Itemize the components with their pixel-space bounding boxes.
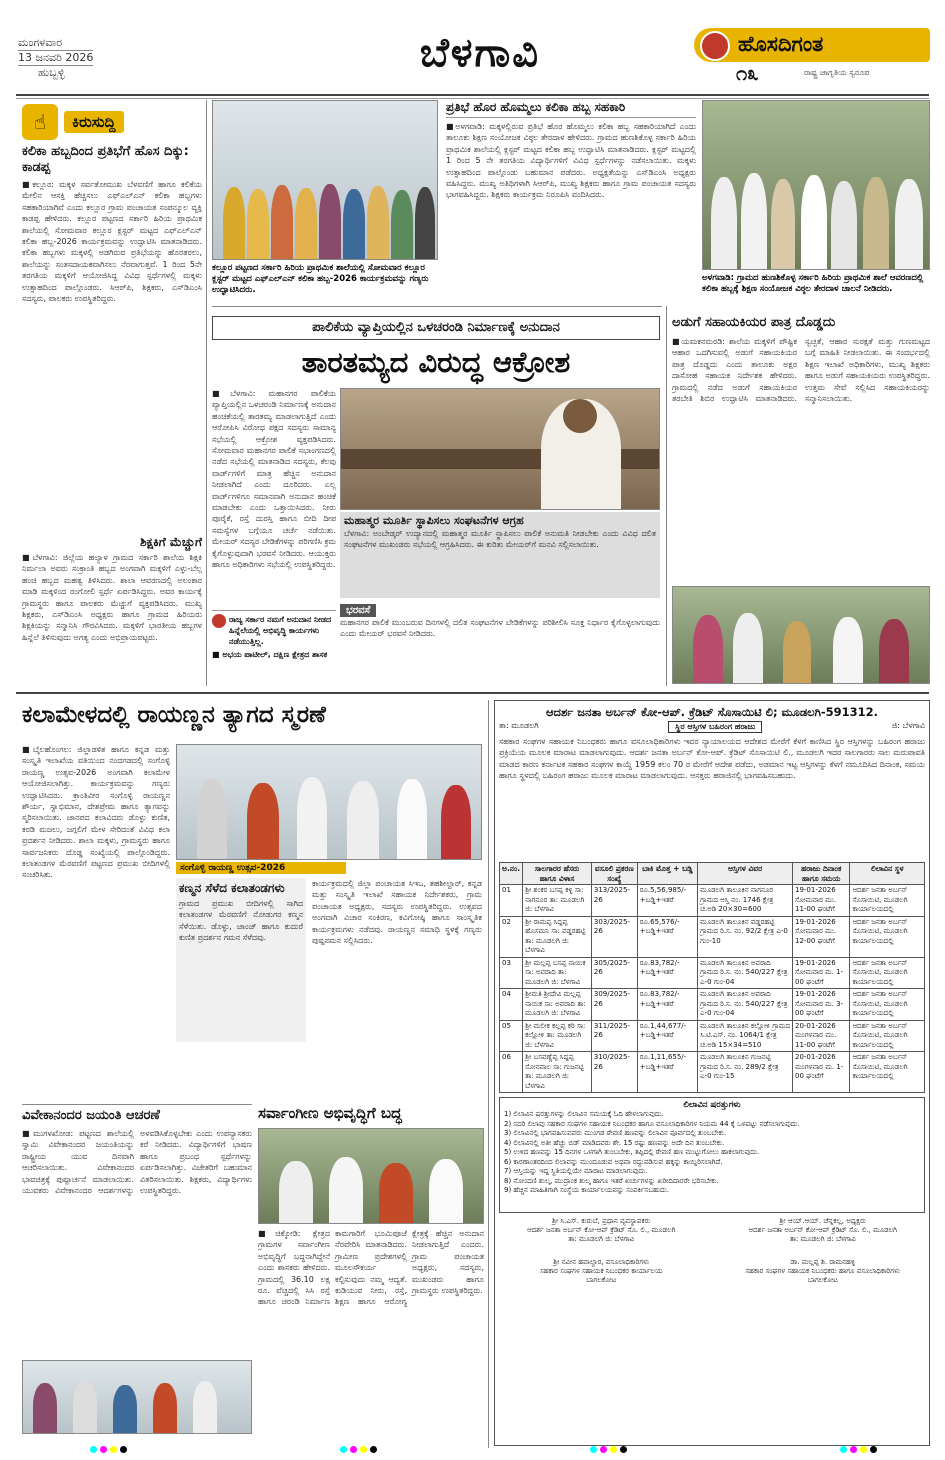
notice-cell-no: 01: [500, 885, 523, 917]
kalamela-body: ■ಬೈಲಹೊಂಗಲ: ಜಿಲ್ಲಾಡಳಿತ ಹಾಗೂ ಕನ್ನಡ ಮತ್ತು ಸಂಸ್ಕೃತಿ ಇಲಾಖೆಯ ವತಿಯಿಂದ ನಂದಗಡದಲ್ಲಿ ಸಂಗೊಳ್ಳಿ ರಾಯಣ್ಣ ಉತ್ಸವ-2026 ಅಂಗವಾಗಿ ಕಲಾಮೇಳ ಆಯೋಜಿಸಲಾಗಿತ್ತು. ಕಾರ್ಯಕ್ರಮವನ್ನು ಗಣ್ಯರು ಉದ್ಘಾಟಿಸಿದರು. ಕ್ರಾಂತಿವೀರ ಸಂಗೊಳ್ಳಿ ರಾಯಣ್ಣನ ಶೌರ್ಯ, ಸ್ವಾಭಿಮಾನ, ದೇಶಪ್ರೇಮ ಹಾಗೂ ತ್ಯಾಗವನ್ನು ಸ್ಮರಿಸಲಾಯಿತು. ಜಾನಪದ ಕಲಾವಿದರು ಡೊಳ್ಳು ಕುಣಿತ, ಕರಡಿ ಮಜಲು, ಜಗ್ಗಲಿಗೆ ಮೇಳ ಸೇರಿದಂತೆ ವಿವಿಧ ಕಲಾ ಪ್ರದರ್ಶನ ನೀಡಿದರು. ಶಾಲಾ ಮಕ್ಕಳು, ಗ್ರಾಮಸ್ಥರು ಹಾಗೂ ಸಾರ್ವಜನಿಕರು ದೊಡ್ಡ ಸಂಖ್ಯೆಯಲ್ಲಿ ಪಾಲ್ಗೊಂಡಿದ್ದರು. ಕಲಾತಂಡಗಳ ಮೆರವಣಿಗೆ ಪಟ್ಟಣದ ಪ್ರಮುಖ ಬೀದಿಗಳಲ್ಲಿ ಸಂಚರಿಸಿತು.: [22, 745, 170, 880]
notice-table-header: [500, 863, 925, 885]
notice-cell-property: ಮೂಡಲಗಿ ತಾಲೂಕಿನ ಅವರಾದಿ ಗ್ರಾಮದ ರಿ.ಸ. ನಂ. 540/227 ಕ್ಷೇತ್ರ ಎ-0 ಗುಂ-04: [698, 989, 793, 1021]
notice-signatures: [499, 1217, 925, 1244]
right-story-body: ■ಯಮಕನಮರಡಿ: ಶಾಲೆಯ ಮಕ್ಕಳಿಗೆ ಪೌಷ್ಟಿಕ ಆಹಾರ ಒದಗಿಸುವಲ್ಲಿ ಅಡುಗೆ ಸಹಾಯಕಿಯರ ಪಾತ್ರ ದೊಡ್ಡದು ಎಂದು ತಾಲೂಕು ಅಕ್ಷರ ದಾಸೋಹ ಸಹಾಯಕ ನಿರ್ದೇಶಕ ಹೇಳಿದರು. ಗ್ರಾಮದಲ್ಲಿ ನಡೆದ ಅಡುಗೆ ಸಹಾಯಕಿಯರ ತರಬೇತಿ ಶಿಬಿರ ಉದ್ಘಾಟಿಸಿ ಮಾತನಾಡಿದರು. ಸ್ವಚ್ಛತೆ, ಆಹಾರ ಸುರಕ್ಷತೆ ಮತ್ತು ಗುಣಮಟ್ಟದ ಬಗ್ಗೆ ಮಾಹಿತಿ ನೀಡಲಾಯಿತು. ಈ ಸಂದರ್ಭದಲ್ಲಿ ಶಿಕ್ಷಣ ಇಲಾಖೆ ಅಧಿಕಾರಿಗಳು, ಮುಖ್ಯ ಶಿಕ್ಷಕರು ಹಾಗೂ ಅಡುಗೆ ಸಹಾಯಕಿಯರು ಉಪಸ್ಥಿತರಿದ್ದರು. ಉತ್ತಮ ಸೇವೆ ಸಲ್ಲಿಸಿದ ಸಹಾಯಕಿಯರನ್ನು ಸನ್ಮಾನಿಸಲಾಯಿತು.: [672, 337, 930, 404]
notice-cell-property: ಮೂಡಲಗಿ ತಾಲೂಕಿನ ಗುಜನಟ್ಟಿ ಗ್ರಾಮದ ರಿ.ಸ. ನಂ. 289/2 ಕ್ಷೇತ್ರ ಎ-0 ಗುಂ-15: [698, 1052, 793, 1093]
lead-sub-headline: ಮಹಾತ್ಮರ ಮೂರ್ತಿ ಸ್ಥಾಪಿಸಲು ಸಂಘಟನೆಗಳ ಆಗ್ರಹ: [344, 514, 524, 527]
notice-cell-date: 20-01-2026 ಮಂಗಳವಾರ ಮು. 11-00 ಘಂಟೆಗೆ: [793, 1020, 850, 1052]
notice-cell-property: ಮೂಡಲಗಿ ತಾಲೂಕಿನ ವಡ್ಡರಹಟ್ಟಿ ಗ್ರಾಮದ ರಿ.ಸ. ನಂ. 92/2 ಕ್ಷೇತ್ರ ಎ-0 ಗುಂ-10: [698, 916, 793, 957]
table-row: [500, 1020, 925, 1052]
vivekananda-body: ■ಮುಗಳಖೋಡ: ಪಟ್ಟಣದ ಶಾಲೆಯಲ್ಲಿ ಸ್ವಾಮಿ ವಿವೇಕಾನಂದರ ಜಯಂತಿಯನ್ನು ರಾಷ್ಟ್ರೀಯ ಯುವ ದಿನವಾಗಿ ಆಚರಿಸಲಾಯಿತು. ವಿವೇಕಾನಂದರ ಭಾವಚಿತ್ರಕ್ಕೆ ಪುಷ್ಪಾರ್ಚನೆ ಮಾಡಲಾಯಿತು. ಯುವಕರು ವಿವೇಕಾನಂದರ ಆದರ್ಶಗಳನ್ನು ಅಳವಡಿಸಿಕೊಳ್ಳಬೇಕು ಎಂದು ಉಪನ್ಯಾಸಕರು ಕರೆ ನೀಡಿದರು. ವಿದ್ಯಾರ್ಥಿಗಳಿಗೆ ಭಾಷಣ ಹಾಗೂ ಪ್ರಬಂಧ ಸ್ಪರ್ಧೆಗಳನ್ನು ಏರ್ಪಡಿಸಲಾಗಿತ್ತು. ವಿಜೇತರಿಗೆ ಬಹುಮಾನ ವಿತರಿಸಲಾಯಿತು. ಶಿಕ್ಷಕರು, ವಿದ್ಯಾರ್ಥಿಗಳು ಉಪಸ್ಥಿತರಿದ್ದರು.: [22, 1129, 252, 1196]
page-title: ಬೆಳಗಾವಿ: [419, 30, 541, 76]
story-top-headline: ಪ್ರತಿಭೆ ಹೊರ ಹೊಮ್ಮಲು ಕಲಿಕಾ ಹಬ್ಬ ಸಹಕಾರಿ: [446, 100, 696, 118]
section-rule: [212, 306, 662, 307]
logo-tagline: ರಾಷ್ಟ್ರ ಜಾಗೃತಿಯ ಸ್ವರೂಪ: [804, 68, 870, 77]
notice-cell-case: 303/2025-26: [591, 916, 637, 957]
notice-cell-case: 311/2025-26: [591, 1020, 637, 1052]
header-date-block: [18, 36, 93, 80]
header-city: ಹುಬ್ಬಳ್ಳಿ: [38, 66, 65, 79]
notice-cell-date: 19-01-2026 ಸೋಮವಾರ ಮು. 12-00 ಘಂಟೆಗೆ: [793, 916, 850, 957]
notice-cell-property: ಮೂಡಲಗಿ ತಾಲೂಕಿನ ನಾಗನೂರ ಗ್ರಾಮದ ಆಸ್ತಿ ನಂ. 1746 ಕ್ಷೇತ್ರ ಚ.ಅಡಿ 20×30=600: [698, 885, 793, 917]
notice-cell-amount: ರೂ.65,576/- +ಬಡ್ಡಿ+ಇತರೆ: [637, 916, 697, 957]
notice-cell-no: 02: [500, 916, 523, 957]
notice-header-cell: ವಸೂಲಿ ಪ್ರಕರಣ ಸಂಖ್ಯೆ: [591, 863, 637, 885]
kalamela-headline: ಕಲಾಮೇಳದಲ್ಲಿ ರಾಯಣ್ಣನ ತ್ಯಾಗದ ಸ್ಮರಣೆ: [22, 702, 326, 728]
notice-condition: 7) ಆಸ್ತಿಯನ್ನು ಇದ್ದ ಸ್ಥಿತಿಯಲ್ಲಿಯೇ ಮಾರಾಟ ಮಾಡಲಾಗುವುದು.: [504, 1167, 648, 1175]
logo-text: ಹೊಸದಿಗಂತ: [738, 32, 824, 56]
notice-cell-place: ಆದರ್ಶ ಜನತಾ ಅರ್ಬನ್ ಸೊಸಾಯಿಟಿ, ಮೂಡಲಗಿ ಕಾರ್ಯಾಲಯದಲ್ಲಿ: [850, 989, 925, 1021]
notice-condition: 5) ಉಳಿದ ಹಣವನ್ನು 15 ದಿನಗಳ ಒಳಗಾಗಿ ತುಂಬಬೇಕು, ತಪ್ಪಿದಲ್ಲಿ ಠೇವಣಿ ಹಣ ಮುಟ್ಟುಗೋಲು ಹಾಕಲಾಗುವುದು.: [504, 1148, 760, 1156]
notice-cell-no: 03: [500, 957, 523, 989]
notice-table: [499, 862, 925, 1093]
notice-cell-date: 19-01-2026 ಸೋಮವಾರ ಮ. 1-00 ಘಂಟೆಗೆ: [793, 957, 850, 989]
notice-cell-name: ಶ್ರೀ ಬಸವಣ್ಣೆಪ್ಪ ಸಿದ್ದಪ್ಪ ಸೋನವಾಲ ಸಾ: ಗುಜನಟ್ಟಿ ತಾ: ಮೂಡಲಗಿ ಜಿ: ಬೆಳಗಾವಿ: [523, 1052, 592, 1093]
notice-cell-amount: ರೂ.1,44,677/- +ಬಡ್ಡಿ+ಇತರೆ: [637, 1020, 697, 1052]
notice-cell-date: 19-01-2026 ಸೋಮವಾರ ಮ. 3-00 ಘಂಟೆಗೆ: [793, 989, 850, 1021]
signature-3: ಶ್ರೀ ನವೀನ ಹವಾಲ್ದಾರ, ವಸೂಲಾಧಿಕಾರಿಗಳು ಸಹಕಾರ ಸಂಘಗಳ ಸಹಾಯಕ ನಿಬಂಧಕರ ಕಾರ್ಯಾಲಯ ಬಾಗಲಕೋಟ: [539, 1258, 663, 1284]
sarvangina-photo: [258, 1128, 484, 1224]
header-rule-thin: [16, 98, 929, 99]
kirusuddi-body-1: ■ಕಲ್ಲೂರ: ಮಕ್ಕಳ ಸರ್ವತೋಮುಖ ಬೆಳವಣಿಗೆ ಹಾಗೂ ಕಲಿಕೆಯ ಮೇಲಿನ ಆಸಕ್ತಿ ಹೆಚ್ಚಿಸಲು ಎಫ್‌ಎಲ್‌ಎನ್ ಕಲಿಕಾ ಹಬ್ಬಗಳು ಸಹಕಾರಿಯಾಗಿವೆ ಎಂದು ಕಲ್ಲೂರ ಗ್ರಾಮ ಪಂಚಾಯತ ಸಂಪನ್ಮೂಲ ವ್ಯಕ್ತಿ ಕಾಡಪ್ಪ ಹೇಳಿದರು. ಕಲ್ಲೂರ ಪಟ್ಟಣದ ಸರ್ಕಾರಿ ಹಿರಿಯ ಪ್ರಾಥಮಿಕ ಶಾಲೆಯಲ್ಲಿ ಸೋಮವಾರ ಕಲ್ಲೂರ ಕ್ಲಸ್ಟರ್ ಮಟ್ಟದ ಎಫ್‌ಎಲ್‌ಎನ್ ಕಲಿಕಾ ಹಬ್ಬ-2026 ಕಾರ್ಯಕ್ರಮವನ್ನು ಉದ್ಘಾಟಿಸಿ ಮಾತನಾಡಿದರು. ಕಲಿಕಾ ಹಬ್ಬಗಳು ಮಕ್ಕಳಲ್ಲಿ ಅಡಗಿರುವ ಪ್ರತಿಭೆಯನ್ನು ಹೊರತರಲು, ಶಾಲೆಯನ್ನು ಸಂತಸದಾಯಕವಾಗಿಸಲು ನೆರವಾಗುತ್ತವೆ. 1 ರಿಂದ 5ನೇ ತರಗತಿಯ ಮಕ್ಕಳಿಗೆ ಆಯೋಜಿಸಿದ್ದ ವಿವಿಧ ಸ್ಪರ್ಧೆಗಳಲ್ಲಿ ಮಕ್ಕಳು ಉತ್ಸಾಹದಿಂದ ಪಾಲ್ಗೊಂಡರು. ಸಿಆರ್‌ಪಿ, ಶಿಕ್ಷಕರು, ಎಸ್‌ಡಿಎಂಸಿ ಸದಸ್ಯರು, ಪಾಲಕರು ಉಪಸ್ಥಿತರಿದ್ದರು.: [22, 180, 202, 304]
notice-header-cell: ಲಿಲಾವಿನ ಸ್ಥಳ: [850, 863, 925, 885]
notice-condition: 8) ನೋಂದಣಿ ಶುಲ್ಕ, ಮುದ್ರಾಂಕ ಶುಲ್ಕ ಹಾಗೂ ಇತರೆ ಖರ್ಚುಗಳನ್ನು ಖರೀದಿದಾರರೇ ಭರಿಸಬೇಕು.: [504, 1176, 719, 1185]
signature-2: ಶ್ರೀ ಆಯ್.ಆಯ್. ಚೆನ್ನಕಲ್ಲ, ಅಧ್ಯಕ್ಷರು ಆದರ್ಶ ಜನತಾ ಅರ್ಬನ್ ಕೋ-ಆಪ್ ಕ್ರೆಡಿಟ್ ಸೊ. ಲಿ., ಮೂಡಲಗಿ ತಾ: ಮೂಡಲಗಿ ಜಿ: ಬೆಳಗಾವಿ: [748, 1217, 897, 1243]
notice-title: ಆದರ್ಶ ಜನತಾ ಅರ್ಬನ್ ಕೋ-ಆಪ್. ಕ್ರೆಡಿಟ್ ಸೊಸಾಯಿಟಿ ಲಿ; ಮೂಡಲಗಿ-591312.: [545, 705, 879, 719]
page-number: ೧೩: [736, 61, 759, 85]
kalamela-box: [176, 878, 306, 1042]
notice-condition: 2) ಸದರಿ ಲಿಲಾವು ಸಹಕಾರ ಸಂಘಗಳ ಸಹಾಯಕ ನಿಬಂಧಕರ ಹಾಗೂ ವಸೂಲಾಧಿಕಾರಿಗಳ ನಿಯಮ 44 ಕ್ಕೆ ಒಳಪಟ್ಟು ನಡೆಸಲಾಗುವುದು.: [504, 1119, 800, 1128]
story-top-body: ■ಅಳಗವಾಡಿ: ಮಕ್ಕಳಲ್ಲಿರುವ ಪ್ರತಿಭೆ ಹೊರ ಹೊಮ್ಮಲು ಕಲಿಕಾ ಹಬ್ಬ ಸಹಕಾರಿಯಾಗಿದೆ ಎಂದು ತಾಲೂಕು ಶಿಕ್ಷಣ ಸಂಯೋಜಕ ವಿಠ್ಠಲ ತೇರದಾಳ ಹೇಳಿದರು. ಗ್ರಾಮದ ಹುಣಶಿಕೊಳ್ಳ ಸರ್ಕಾರಿ ಹಿರಿಯ ಪ್ರಾಥಮಿಕ ಶಾಲೆಯಲ್ಲಿ ಕ್ಲಸ್ಟರ್ ಮಟ್ಟದ ಕಲಿಕಾ ಹಬ್ಬ ಉದ್ಘಾಟಿಸಿ ಮಾತನಾಡಿದರು. ಕ್ಲಸ್ಟರ್ ಮಟ್ಟದಲ್ಲಿ 1 ರಿಂದ 5 ನೇ ತರಗತಿಯ ವಿದ್ಯಾರ್ಥಿಗಳಿಗೆ ವಿವಿಧ ಸ್ಪರ್ಧೆಗಳನ್ನು ನಡೆಸಲಾಯಿತು. ಮಕ್ಕಳು ಉತ್ಸಾಹದಿಂದ ಪಾಲ್ಗೊಂಡು ಬಹುಮಾನ ಪಡೆದರು. ಅಧ್ಯಕ್ಷತೆಯನ್ನು ಎಸ್‌ಡಿಎಂಸಿ ಅಧ್ಯಕ್ಷರು ವಹಿಸಿದ್ದರು. ಮುಖ್ಯ ಅತಿಥಿಗಳಾಗಿ ಸಿಆರ್‌ಪಿ, ಮುಖ್ಯ ಶಿಕ್ಷಕರು ಹಾಗೂ ಗ್ರಾಮ ಪಂಚಾಯತ ಸದಸ್ಯರು ಭಾಗವಹಿಸಿದ್ದರು. ಶಿಕ್ಷಕರು ಕಾರ್ಯಕ್ರಮ ನಿರೂಪಿಸಿ ವಂದಿಸಿದರು.: [446, 122, 696, 200]
lead-quote-text: ರಾಜ್ಯ ಸರ್ಕಾರ ನಮಗೆ ಅನುದಾನ ನೀಡದ ಹಿನ್ನೆಲೆಯಲ್ಲಿ ಅಭಿವೃದ್ಧಿ ಕಾರ್ಯಗಳು ನಡೆಯುತ್ತಿಲ್ಲ.: [229, 615, 332, 646]
notice-header-cell: ಬಾಕಿ ಮೊತ್ತ + ಬಡ್ಡಿ: [637, 863, 697, 885]
kalika-habba-photo-right: [702, 100, 930, 270]
notice-district: ಜಿ: ಬೆಳಗಾವಿ: [891, 721, 925, 730]
lead-photo: [340, 388, 660, 510]
notice-cell-place: ಆದರ್ಶ ಜನತಾ ಅರ್ಬನ್ ಸೊಸಾಯಿಟಿ, ಮೂಡಲಗಿ ಕಾರ್ಯಾಲಯದಲ್ಲಿ: [850, 957, 925, 989]
notice-cell-name: ಶ್ರೀ ಶಂಕರ ಬಸಪ್ಪ ಕಳ್ಳಿ ಸಾ: ನಾಗನೂರ ತಾ: ಮೂಡಲಗಿ ಜಿ: ಬೆಳಗಾವಿ: [523, 885, 592, 917]
notice-cell-date: 19-01-2026 ಸೋಮವಾರ ಮು. 11-00 ಘಂಟೆಗೆ: [793, 885, 850, 917]
notice-condition: 1) ಲಿಲಾವಿನ ಷರತ್ತುಗಳನ್ನು ಲಿಲಾವಿನ ಸಮಯಕ್ಕೆ ಓದಿ ಹೇಳಲಾಗುವುದು.: [504, 1110, 664, 1118]
column-divider-3: [488, 700, 489, 1448]
notice-subtitle: ಸ್ಥಿರ ಆಸ್ತಿಗಳ ಬಹಿರಂಗ ಹರಾಜು: [668, 721, 762, 733]
table-row: [500, 989, 925, 1021]
notice-header-cell: ಆಸ್ತಿಗಳ ವಿವರ: [698, 863, 793, 885]
kirusuddi-body-2: ■ಬೆಳಗಾವಿ: ಜಿಲ್ಲೆಯ ಹಲ್ಯಾಳ ಗ್ರಾಮದ ಸರ್ಕಾರಿ ಶಾಲೆಯ ಶಿಕ್ಷಕಿ ನಿರ್ಮಲಾ ಅವರು ಸಂಕ್ರಾಂತಿ ಹಬ್ಬದ ಅಂಗವಾಗಿ ಮಕ್ಕಳಿಗೆ ಎಳ್ಳು-ಬೆಲ್ಲ ಹಂಚಿ ಹಬ್ಬದ ಮಹತ್ವ ತಿಳಿಸಿದರು. ಶಾಲಾ ಆವರಣದಲ್ಲಿ ಅಲಂಕಾರ ಮಾಡಿ ಮಕ್ಕಳಿಂದ ರಂಗೋಲಿ ಸ್ಪರ್ಧೆ ಏರ್ಪಡಿಸಿದ್ದರು. ಅವರ ಕಾರ್ಯಕ್ಕೆ ಗ್ರಾಮಸ್ಥರು ಹಾಗೂ ಪಾಲಕರು ಮೆಚ್ಚುಗೆ ವ್ಯಕ್ತಪಡಿಸಿದರು. ಮುಖ್ಯ ಶಿಕ್ಷಕರು, ಎಸ್‌ಡಿಎಂಸಿ ಅಧ್ಯಕ್ಷರು ಹಾಗೂ ಗ್ರಾಮದ ಹಿರಿಯರು ಶಿಕ್ಷಕಿಯನ್ನು ಸನ್ಮಾನಿಸಿ ಗೌರವಿಸಿದರು. ಮಕ್ಕಳಿಗೆ ಭಾರತೀಯ ಹಬ್ಬಗಳ ಹಿನ್ನೆಲೆ ತಿಳಿಸುವುದು ಅಗತ್ಯ ಎಂದು ಅಭಿಪ್ರಾಯಪಟ್ಟರು.: [22, 553, 202, 642]
notice-cell-name: ಶ್ರೀ ಮಲೀಕ ಕಲ್ಲಪ್ಪ ಕರಿ ಸಾ: ಕಲ್ಲೋಳಿ ತಾ: ಮೂಡಲಗಿ ಜಿ: ಬೆಳಗಾವಿ: [523, 1020, 592, 1052]
table-row: [500, 957, 925, 989]
kalamela-body-2: ಕಾರ್ಯಕ್ರಮದಲ್ಲಿ ಜಿಲ್ಲಾ ಪಂಚಾಯತ ಸಿಇಒ, ತಹಶೀಲ್ದಾರ್, ಕನ್ನಡ ಮತ್ತು ಸಂಸ್ಕೃತಿ ಇಲಾಖೆ ಸಹಾಯಕ ನಿರ್ದೇಶಕರು, ಗ್ರಾಮ ಪಂಚಾಯತ ಅಧ್ಯಕ್ಷರು, ಸದಸ್ಯರು ಉಪಸ್ಥಿತರಿದ್ದರು. ಉತ್ಸವದ ಅಂಗವಾಗಿ ವಿಚಾರ ಸಂಕಿರಣ, ಕವಿಗೋಷ್ಠಿ ಹಾಗೂ ಸಾಂಸ್ಕೃತಿಕ ಕಾರ್ಯಕ್ರಮಗಳು ನಡೆದವು. ರಾಯಣ್ಣನ ಸಮಾಧಿ ಸ್ಥಳಕ್ಕೆ ಗಣ್ಯರು ಪುಷ್ಪನಮನ ಸಲ್ಲಿಸಿದರು.: [312, 879, 482, 946]
notice-cell-property: ಮೂಡಲಗಿ ತಾಲೂಕಿನ ಕಲ್ಲೋಳಿ ಗ್ರಾಮದ ಸಿ.ಟಿ.ಎಸ್. ನಂ. 1064/1 ಕ್ಷೇತ್ರ ಚ.ಅಡಿ 15×34=510: [698, 1020, 793, 1052]
registration-marks-3: [590, 1446, 627, 1453]
notice-conditions-title: ಲಿಲಾವಿನ ಷರತ್ತುಗಳು: [683, 1100, 741, 1110]
kirusuddi-headline-2: ಶಿಕ್ಷಕಿಗೆ ಮೆಚ್ಚುಗೆ: [140, 535, 202, 549]
kalamela-photo: [176, 744, 482, 860]
mid-rule: [16, 692, 929, 694]
lead-quote-by: ■ ಅಭಯ ಪಾಟೀಲ್, ದಕ್ಷಿಣ ಕ್ಷೇತ್ರದ ಶಾಸಕ: [212, 650, 328, 659]
notice-cell-name: ಶ್ರೀ ರಾಮಪ್ಪ ಸಿದ್ದಪ್ಪ ಹೊಸಮನಿ ಸಾ: ವಡ್ಡರಹಟ್ಟಿ ತಾ: ಮೂಡಲಗಿ ಜಿ: ಬೆಳಗಾವಿ: [523, 916, 592, 957]
notice-cell-amount: ರೂ.83,782/- +ಬಡ್ಡಿ+ಇತರೆ: [637, 957, 697, 989]
notice-cell-place: ಆದರ್ಶ ಜನತಾ ಅರ್ಬನ್ ಸೊಸಾಯಿಟಿ, ಮೂಡಲಗಿ ಕಾರ್ಯಾಲಯದಲ್ಲಿ: [850, 916, 925, 957]
notice-condition: 4) ಲಿಲಾವಿನಲ್ಲಿ ಅತೀ ಹೆಚ್ಚು ಬಿಡ್ ಮಾಡಿದವರು ಶೇ. 15 ರಷ್ಟು ಹಣವನ್ನು ಅದೇ ದಿನ ತುಂಬಬೇಕು.: [504, 1138, 725, 1147]
kalamela-box-title: ಕಣ್ಮನ ಸೆಳೆದ ಕಲಾತಂಡಗಳು: [179, 881, 285, 895]
header-day: ಮಂಗಳವಾರ: [18, 36, 93, 51]
lead-kicker: ಪಾಲಿಕೆಯ ವ್ಯಾಪ್ತಿಯಲ್ಲಿನ ಒಳಚರಂಡಿ ನಿರ್ಮಾಣಕ್ಕೆ ಅನುದಾನ: [212, 316, 660, 340]
notice-cell-no: 06: [500, 1052, 523, 1093]
bharavase-box: [340, 598, 660, 684]
notice-cell-case: 313/2025-26: [591, 885, 637, 917]
vivekananda-headline: ವಿವೇಕಾನಂದರ ಜಯಂತಿ ಆಚರಣೆ: [22, 1104, 252, 1124]
table-row: [500, 916, 925, 957]
notice-cell-place: ಆದರ್ಶ ಜನತಾ ಅರ್ಬನ್ ಸೊಸಾಯಿಟಿ, ಮೂಡಲಗಿ ಕಾರ್ಯಾಲಯದಲ್ಲಿ: [850, 1052, 925, 1093]
notice-header-cell: ಸಾಲಗಾರರ ಹೆಸರು ಹಾಗೂ ವಿಳಾಸ: [523, 863, 592, 885]
header-date: 13 ಜನವರಿ 2026: [18, 51, 94, 64]
logo-emblem-icon: [700, 31, 730, 61]
kalika-habba-photo-left: [212, 100, 438, 260]
notice-header-cell: ಹರಾಜು ದಿನಾಂಕ ಹಾಗೂ ಸಮಯ: [793, 863, 850, 885]
auction-notice: [494, 700, 930, 1446]
notice-conditions: [499, 1097, 925, 1213]
notice-cell-amount: ರೂ.1,11,655/- +ಬಡ್ಡಿ+ಇತರೆ: [637, 1052, 697, 1093]
story-top: [446, 100, 696, 300]
bharavase-label: ಭರವಸೆ: [340, 604, 376, 617]
notice-condition: 3) ಲಿಲಾವಿನಲ್ಲಿ ಭಾಗವಹಿಸುವವರು ಮುಂಗಡ ಠೇವಣಿ ಹಣವನ್ನು ಲಿಲಾವಿನ ಪೂರ್ವದಲ್ಲಿ ತುಂಬಬೇಕು.: [504, 1129, 727, 1137]
right-story-headline: ಅಡುಗೆ ಸಹಾಯಕಿಯರ ಪಾತ್ರ ದೊಡ್ಡದು: [672, 315, 836, 330]
notice-cell-no: 04: [500, 989, 523, 1021]
kirusuddi-headline-1: ಕಲಿಕಾ ಹಬ್ಬದಿಂದ ಪ್ರತಿಭೆಗೆ ಹೊಸ ದಿಕ್ಕು: ಕಾಡಪ್ಪ: [22, 144, 189, 175]
notice-cell-no: 05: [500, 1020, 523, 1052]
column-divider-2: [666, 306, 667, 686]
bharavase-body: ಮಹಾನಗರ ಪಾಲಿಕೆ ಮುಂಬರುವ ದಿನಗಳಲ್ಲಿ ದಲಿತ ಸಂಘಟನೆಗಳ ಬೇಡಿಕೆಗಳನ್ನು ಪರಿಶೀಲಿಸಿ ಸೂಕ್ತ ನಿರ್ಧಾರ ಕೈಗೊಳ್ಳಲಾಗುವುದು ಎಂದು ಮೇಯರ್ ಭರವಸೆ ನೀಡಿದರು.: [340, 618, 660, 639]
quote-icon: [212, 614, 226, 628]
notice-cell-date: 20-01-2026 ಮಂಗಳವಾರ ಮ. 1-00 ಘಂಟೆಗೆ: [793, 1052, 850, 1093]
lead-headline: ತಾರತಮ್ಯದ ವಿರುದ್ಧ ಆಕ್ರೋಶ: [301, 345, 571, 379]
kirusuddi-label: ಕಿರುಸುದ್ದಿ: [64, 111, 124, 133]
kalamela-photo-label: ಸಂಗೊಳ್ಳಿ ರಾಯಣ್ಣ ಉತ್ಸವ-2026: [176, 862, 346, 874]
notice-cell-place: ಆದರ್ಶ ಜನತಾ ಅರ್ಬನ್ ಸೊಸಾಯಿಟಿ, ಮೂಡಲಗಿ ಕಾರ್ಯಾಲಯದಲ್ಲಿ: [850, 1020, 925, 1052]
notice-location-row: [499, 721, 925, 733]
lead-body: ■ಬೆಳಗಾವಿ: ಮಹಾನಗರ ಪಾಲಿಕೆಯ ವ್ಯಾಪ್ತಿಯಲ್ಲಿನ ಒಳಚರಂಡಿ ನಿರ್ಮಾಣಕ್ಕೆ ಅನುದಾನ ಹಂಚಿಕೆಯಲ್ಲಿ ತಾರತಮ್ಯ ಮಾಡಲಾಗುತ್ತಿದೆ ಎಂದು ಆರೋಪಿಸಿ ವಿರೋಧ ಪಕ್ಷದ ಸದಸ್ಯರು ಸಾಮಾನ್ಯ ಸಭೆಯಲ್ಲಿ ಆಕ್ರೋಶ ವ್ಯಕ್ತಪಡಿಸಿದರು. ಸೋಮವಾರ ಮಹಾನಗರ ಪಾಲಿಕೆ ಸಭಾಂಗಣದಲ್ಲಿ ನಡೆದ ಸಭೆಯಲ್ಲಿ ಮಾತನಾಡಿದ ಸದಸ್ಯರು, ಕೆಲವು ವಾರ್ಡ್‌ಗಳಿಗೆ ಮಾತ್ರ ಹೆಚ್ಚಿನ ಅನುದಾನ ನೀಡಲಾಗಿದೆ ಎಂದು ದೂರಿದರು. ಎಲ್ಲ ವಾರ್ಡ್‌ಗಳಿಗೂ ಸಮಾನವಾಗಿ ಅನುದಾನ ಹಂಚಿಕೆ ಮಾಡಬೇಕು ಎಂದು ಒತ್ತಾಯಿಸಿದರು. ನೀರು ಪೂರೈಕೆ, ರಸ್ತೆ ದುರಸ್ತಿ ಹಾಗೂ ಬೀದಿ ದೀಪ ಸಮಸ್ಯೆಗಳ ಬಗ್ಗೆಯೂ ಚರ್ಚೆ ನಡೆಯಿತು. ಮೇಯರ್ ಸದಸ್ಯರ ಬೇಡಿಕೆಗಳನ್ನು ಪರಿಗಣಿಸಿ ಕ್ರಮ ಕೈಗೊಳ್ಳುವುದಾಗಿ ಭರವಸೆ ನೀಡಿದರು. ಆಯುಕ್ತರು ಹಾಗೂ ಅಧಿಕಾರಿಗಳು ಸಭೆಯಲ್ಲಿ ಉಪಸ್ಥಿತರಿದ್ದರು.: [212, 389, 336, 570]
notice-cell-name: ಶ್ರೀ ಮಲ್ಲಪ್ಪ ಬಸಪ್ಪ ನಾಯಿಕ ಸಾ: ಅವರಾದಿ ತಾ: ಮೂಡಲಗಿ ಜಿ: ಬೆಳಗಾವಿ: [523, 957, 592, 989]
notice-header-cell: ಅ.ನಂ.: [500, 863, 523, 885]
notice-condition: 6) ಕಾರಣಾಂತರದಿಂದ ಲಿಲಾವನ್ನು ಮುಂದೂಡುವ ಅಥವಾ ರದ್ದುಪಡಿಸುವ ಹಕ್ಕನ್ನು ಕಾಯ್ದಿರಿಸಲಾಗಿದೆ.: [504, 1157, 723, 1166]
notice-cell-case: 305/2025-26: [591, 957, 637, 989]
sarvangina-body: ■ಚಿಕ್ಕೋಡಿ: ಕ್ಷೇತ್ರದ ಗ್ರಾಮಗಳ ಸರ್ವಾಂಗೀಣ ಅಭಿವೃದ್ಧಿಗೆ ಬದ್ಧನಾಗಿದ್ದೇನೆ ಎಂದು ಶಾಸಕರು ಹೇಳಿದರು. ಗ್ರಾಮದಲ್ಲಿ 36.10 ಲಕ್ಷ ರೂ. ವೆಚ್ಚದಲ್ಲಿ ಸಿಸಿ ರಸ್ತೆ ಹಾಗೂ ಚರಂಡಿ ನಿರ್ಮಾಣ ಕಾಮಗಾರಿಗೆ ಭೂಮಿಪೂಜೆ ನೆರವೇರಿಸಿ ಮಾತನಾಡಿದರು. ಗ್ರಾಮೀಣ ಪ್ರದೇಶಗಳಲ್ಲಿ ಮೂಲಸೌಕರ್ಯ ಕಲ್ಪಿಸುವುದು ನಮ್ಮ ಆದ್ಯತೆ. ಕುಡಿಯುವ ನೀರು, ರಸ್ತೆ, ಶಿಕ್ಷಣ ಹಾಗೂ ಆರೋಗ್ಯ ಕ್ಷೇತ್ರಕ್ಕೆ ಹೆಚ್ಚಿನ ಅನುದಾನ ನೀಡಲಾಗುತ್ತಿದೆ ಎಂದರು. ಗ್ರಾಮ ಪಂಚಾಯತ ಅಧ್ಯಕ್ಷರು, ಸದಸ್ಯರು, ಮುಖಂಡರು ಹಾಗೂ ಗ್ರಾಮಸ್ಥರು ಉಪಸ್ಥಿತರಿದ್ದರು.: [258, 1229, 484, 1307]
header-rule: [16, 94, 929, 96]
notice-cell-amount: ರೂ.5,56,985/- +ಬಡ್ಡಿ+ಇತರೆ: [637, 885, 697, 917]
signature-4: ಡಾ. ಮಲ್ಲಪ್ಪ ಶಿ. ರಾಮನಹಳ್ಳಿ ಸಹಕಾರ ಸಂಘಗಳ ಸಹಾಯಕ ನಿಬಂಧಕರು ಹಾಗೂ ವಸೂಲಾಧಿಕಾರಿಗಳು ಬಾಗಲಕೋಟ: [745, 1258, 901, 1284]
registration-marks-4: [840, 1446, 877, 1453]
right-story-photo: [672, 586, 930, 684]
lead-sub-body: ಬೆಳಗಾವಿ: ಅಂಬೇಡ್ಕರ್ ಉದ್ಯಾನದಲ್ಲಿ ಮಹಾತ್ಮರ ಮೂರ್ತಿ ಸ್ಥಾಪಿಸಲು ಪಾಲಿಕೆ ಅನುಮತಿ ನೀಡಬೇಕು ಎಂದು ವಿವಿಧ ದಲಿತ ಸಂಘಟನೆಗಳ ಮುಖಂಡರು ಸಭೆಯಲ್ಲಿ ಆಗ್ರಹಿಸಿದರು. ಈ ಕುರಿತು ಮೇಯರ್‌ಗೆ ಮನವಿ ಸಲ್ಲಿಸಲಾಯಿತು.: [344, 529, 656, 550]
column-divider: [206, 100, 207, 686]
notice-cell-amount: ರೂ.83,782/- +ಬಡ್ಡಿ+ಇತರೆ: [637, 989, 697, 1021]
kirusuddi-column: [22, 104, 202, 684]
notice-condition: 9) ಹೆಚ್ಚಿನ ಮಾಹಿತಿಗಾಗಿ ಸಂಸ್ಥೆಯ ಕಾರ್ಯಾಲಯವನ್ನು ಸಂಪರ್ಕಿಸಬಹುದು.: [504, 1186, 670, 1194]
notice-cell-place: ಆದರ್ಶ ಜನತಾ ಅರ್ಬನ್ ಸೊಸಾಯಿಟಿ, ಮೂಡಲಗಿ ಕಾರ್ಯಾಲಯದಲ್ಲಿ: [850, 885, 925, 917]
hand-icon: ☝: [22, 104, 58, 140]
photo-caption-left: ಕಲ್ಲೂರ ಪಟ್ಟಣದ ಸರ್ಕಾರಿ ಹಿರಿಯ ಪ್ರಾಥಮಿಕ ಶಾಲೆಯಲ್ಲಿ ಸೋಮವಾರ ಕಲ್ಲೂರ ಕ್ಲಸ್ಟರ್ ಮಟ್ಟದ ಎಫ್‌ಎಲ್‌ಎನ್ ಕಲಿಕಾ ಹಬ್ಬ-2026 ಕಾರ್ಯಕ್ರಮವನ್ನು ಗಣ್ಯರು ಉದ್ಘಾಟಿಸಿದರು.: [212, 263, 429, 295]
kalamela-box-body: ಗ್ರಾಮದ ಪ್ರಮುಖ ಬೀದಿಗಳಲ್ಲಿ ಸಾಗಿದ ಕಲಾತಂಡಗಳ ಮೆರವಣಿಗೆ ನೋಡುಗರ ಕಣ್ಮನ ಸೆಳೆಯಿತು. ಡೊಳ್ಳು, ಜಾಂಜ್ ಹಾಗೂ ಕುದುರೆ ಕುಣಿತ ಪ್ರದರ್ಶನ ಗಮನ ಸೆಳೆದವು.: [179, 899, 303, 943]
sarvangina-headline: ಸರ್ವಾಂಗೀಣ ಅಭಿವೃದ್ಧಿಗೆ ಬದ್ಧ: [258, 1104, 402, 1122]
registration-marks-2: [340, 1446, 377, 1453]
photo-caption-right: ಅಳಗವಾಡಿ: ಗ್ರಾಮದ ಹುಣಶಿಕೊಳ್ಳ ಸರ್ಕಾರಿ ಹಿರಿಯ ಪ್ರಾಥಮಿಕ ಶಾಲೆ ಆವರಣದಲ್ಲಿ ಕಲಿಕಾ ಹಬ್ಬಕ್ಕೆ ಶಿಕ್ಷಣ ಸಂಯೋಜಕ ವಿಠ್ಠಲ ತೇರದಾಳ ಚಾಲನೆ ನೀಡಿದರು.: [702, 273, 924, 294]
table-row: [500, 1052, 925, 1093]
table-row: [500, 885, 925, 917]
lead-sub-box: [340, 512, 660, 598]
newspaper-logo: [694, 28, 930, 86]
notice-cell-property: ಮೂಡಲಗಿ ತಾಲೂಕಿನ ಅವರಾದಿ ಗ್ರಾಮದ ರಿ.ಸ. ನಂ. 540/227 ಕ್ಷೇತ್ರ ಎ-0 ಗುಂ-04: [698, 957, 793, 989]
notice-cell-case: 309/2025-26: [591, 989, 637, 1021]
notice-cell-name: ಶ್ರೀಮತಿ ಶ್ರೀದೇವಿ ಮಲ್ಲಪ್ಪ ನಾಯಿಕ ಸಾ: ಅವರಾದಿ ತಾ: ಮೂಡಲಗಿ ಜಿ: ಬೆಳಗಾವಿ: [523, 989, 592, 1021]
vivekananda-photo: [22, 1360, 252, 1434]
registration-marks-1: [90, 1446, 127, 1453]
signature-1: ಶ್ರೀ ಸಿ.ಎಸ್. ಕುರುಬೆ, ಪ್ರಧಾನ ವ್ಯವಸ್ಥಾಪಕರು ಆದರ್ಶ ಜನತಾ ಅರ್ಬನ್ ಕೋ-ಆಪ್ ಕ್ರೆಡಿಟ್ ಸೊ. ಲಿ., ಮೂಡಲಗಿ ತಾ: ಮೂಡಲಗಿ ಜಿ: ಬೆಳಗಾವಿ: [527, 1217, 676, 1243]
notice-taluk: ತಾ: ಮೂಡಲಗಿ: [499, 721, 539, 730]
notice-cell-case: 310/2025-26: [591, 1052, 637, 1093]
notice-intro: ಸಹಕಾರ ಸಂಘಗಳ ಸಹಾಯಕ ನಿಬಂಧಕರು ಹಾಗೂ ವಸೂಲಾಧಿಕಾರಿಗಳು ಇವರ ನ್ಯಾಯಾಲಯದ ಆದೇಶದ ಮೇರೆಗೆ ಕೆಳಗೆ ಕಾಣಿಸಿದ ಸ್ಥಿರ ಆಸ್ತಿಗಳನ್ನು ಬಹಿರಂಗ ಹರಾಜು ಪ್ರಕ್ರಿಯೆಯ ಮೂಲಕ ಮಾರಾಟ ಮಾಡಲಾಗುವುದು. ಆದರ್ಶ ಜನತಾ ಅರ್ಬನ್ ಕೋ-ಆಪ್. ಕ್ರೆಡಿಟ್ ಸೊಸಾಯಿಟಿ ಲಿ., ಮೂಡಲಗಿ ಇದರ ಸಾಲಗಾರರು ಸಾಲ ಮರುಪಾವತಿ ಮಾಡದ ಕಾರಣ ಕರ್ನಾಟಕ ಸಹಕಾರ ಸಂಘಗಳ ಕಾಯ್ದೆ 1959 ಕಲಂ 70 ರ ಮೇರೆಗೆ ಆದೇಶ ಪಡೆದು, ಅಡಮಾನ ಇಟ್ಟ ಆಸ್ತಿಗಳನ್ನು ಕೆಳಗೆ ನಮೂದಿಸಿದ ದಿನಾಂಕ, ಸಮಯ ಹಾಗೂ ಸ್ಥಳದಲ್ಲಿ ಬಹಿರಂಗ ಹರಾಜು ಮೂಲಕ ಮಾರಾಟ ಮಾಡಲಾಗುವುದು. ಆಸಕ್ತರು ಹರಾಜಿನಲ್ಲಿ ಭಾಗವಹಿಸಬಹುದು.: [499, 737, 925, 781]
kirusuddi-label-row: [22, 104, 202, 140]
lead-quote: [212, 610, 336, 660]
notice-signatures-2: [499, 1258, 925, 1285]
